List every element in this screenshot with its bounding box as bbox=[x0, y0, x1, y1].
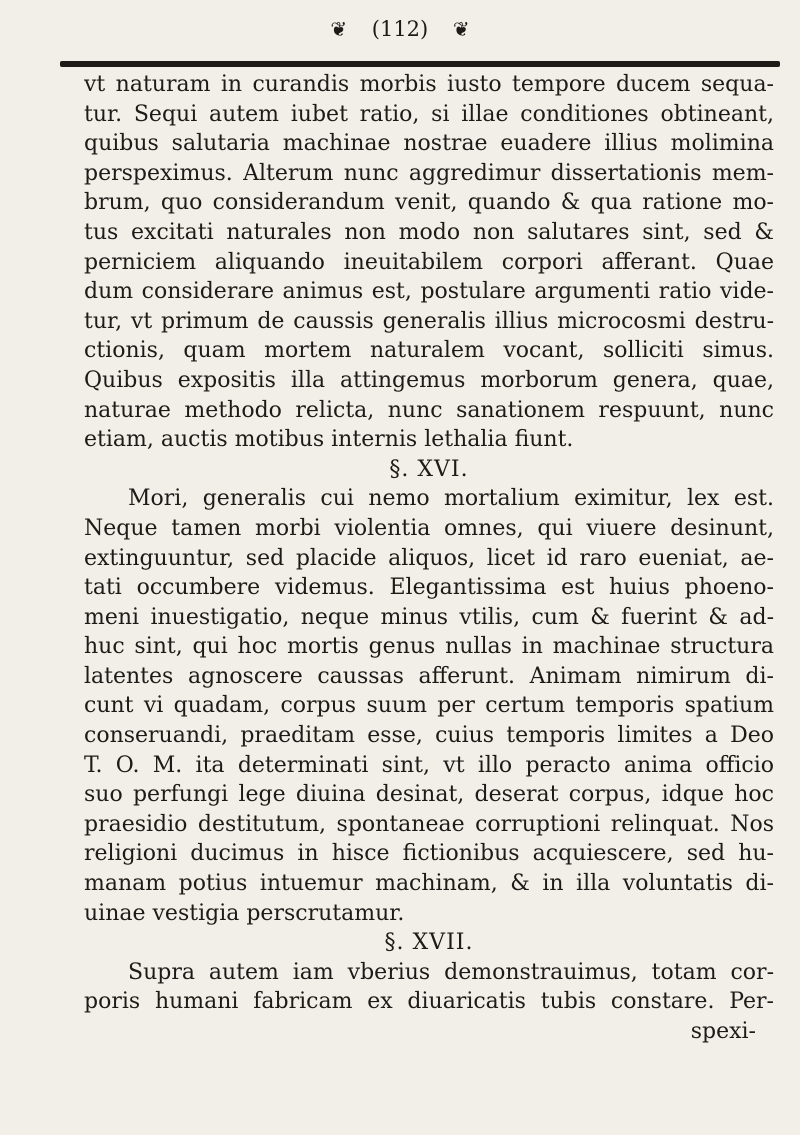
text-line: vt naturam in curandis morbis iusto tempore ducem sequa- bbox=[84, 72, 774, 97]
text-line: ctionis, quam mortem naturalem vocant, solliciti simus. bbox=[84, 338, 774, 364]
text-line: naturae methodo relicta, nunc sanationem respuunt, nunc bbox=[84, 397, 774, 423]
ornament-left-icon: ❦ bbox=[330, 16, 348, 41]
text-line: brum, quo considerandum venit, quando & qua ratione mo- bbox=[84, 190, 774, 216]
text-line: praesidio destitutum, spontaneae corruptioni relinquat. Nos bbox=[84, 811, 774, 837]
text-line: religioni ducimus in hisce fictionibus acquiescere, sed hu- bbox=[84, 841, 774, 867]
ornament-right-icon: ❦ bbox=[452, 16, 470, 41]
text-line: poris humani fabricam ex diuaricatis tubis constare. Per- bbox=[84, 989, 774, 1015]
text-line: T. O. M. ita determinati sint, vt illo peracto anima officio bbox=[84, 752, 774, 778]
section-heading: §. XVII. bbox=[384, 930, 474, 956]
body-text bbox=[84, 70, 774, 1047]
text-line: uinae vestigia perscrutamur. bbox=[84, 900, 405, 926]
text-line: Mori, generalis cui nemo mortalium eximitur, lex est. bbox=[128, 486, 774, 512]
text-line: dum considerare animus est, postulare argumenti ratio vide- bbox=[84, 279, 774, 305]
text-line: quibus salutaria machinae nostrae euadere illius molimina bbox=[84, 131, 774, 157]
page-number: (112) bbox=[371, 16, 429, 41]
text-line: latentes agnoscere caussas afferunt. Animam nimirum di- bbox=[84, 663, 774, 689]
text-line: huc sint, qui hoc mortis genus nullas in machinae structura bbox=[84, 634, 774, 660]
catchword: spexi- bbox=[690, 1019, 756, 1044]
text-line: Supra autem iam vberius demonstrauimus, totam cor- bbox=[128, 959, 774, 985]
text-line: tur. Sequi autem iubet ratio, si illae conditiones obtineant, bbox=[84, 101, 774, 127]
text-line: tati occumbere videmus. Elegantissima est huius phoeno- bbox=[84, 575, 774, 601]
header-rule bbox=[60, 61, 780, 67]
text-line: etiam, auctis motibus internis lethalia fiunt. bbox=[84, 427, 574, 453]
section-heading: §. XVI. bbox=[389, 456, 469, 482]
text-line: tur, vt primum de caussis generalis illius microcosmi destru- bbox=[84, 308, 774, 334]
text-line: meni inuestigatio, neque minus vtilis, cum & fuerint & ad- bbox=[84, 604, 774, 630]
text-line: extinguuntur, sed placide aliquos, licet id raro eueniat, ae- bbox=[84, 545, 774, 571]
text-line: Quibus expositis illa attingemus morborum genera, quae, bbox=[84, 367, 774, 393]
text-line: manam potius intuemur machinam, & in illa voluntatis di- bbox=[84, 871, 774, 897]
text-line: conseruandi, praeditam esse, cuius temporis limites a Deo bbox=[84, 723, 774, 749]
page-header bbox=[0, 12, 800, 44]
text-line: tus excitati naturales non modo non salutares sint, sed & bbox=[84, 219, 774, 245]
text-line: perniciem aliquando ineuitabilem corpori afferant. Quae bbox=[84, 249, 774, 275]
text-line: cunt vi quadam, corpus suum per certum temporis spatium bbox=[84, 693, 774, 719]
text-line: perspeximus. Alterum nunc aggredimur dissertationis mem- bbox=[84, 160, 774, 186]
text-line: suo perfungi lege diuina desinat, deserat corpus, idque hoc bbox=[84, 782, 774, 808]
text-line: Neque tamen morbi violentia omnes, qui viuere desinunt, bbox=[84, 515, 774, 541]
